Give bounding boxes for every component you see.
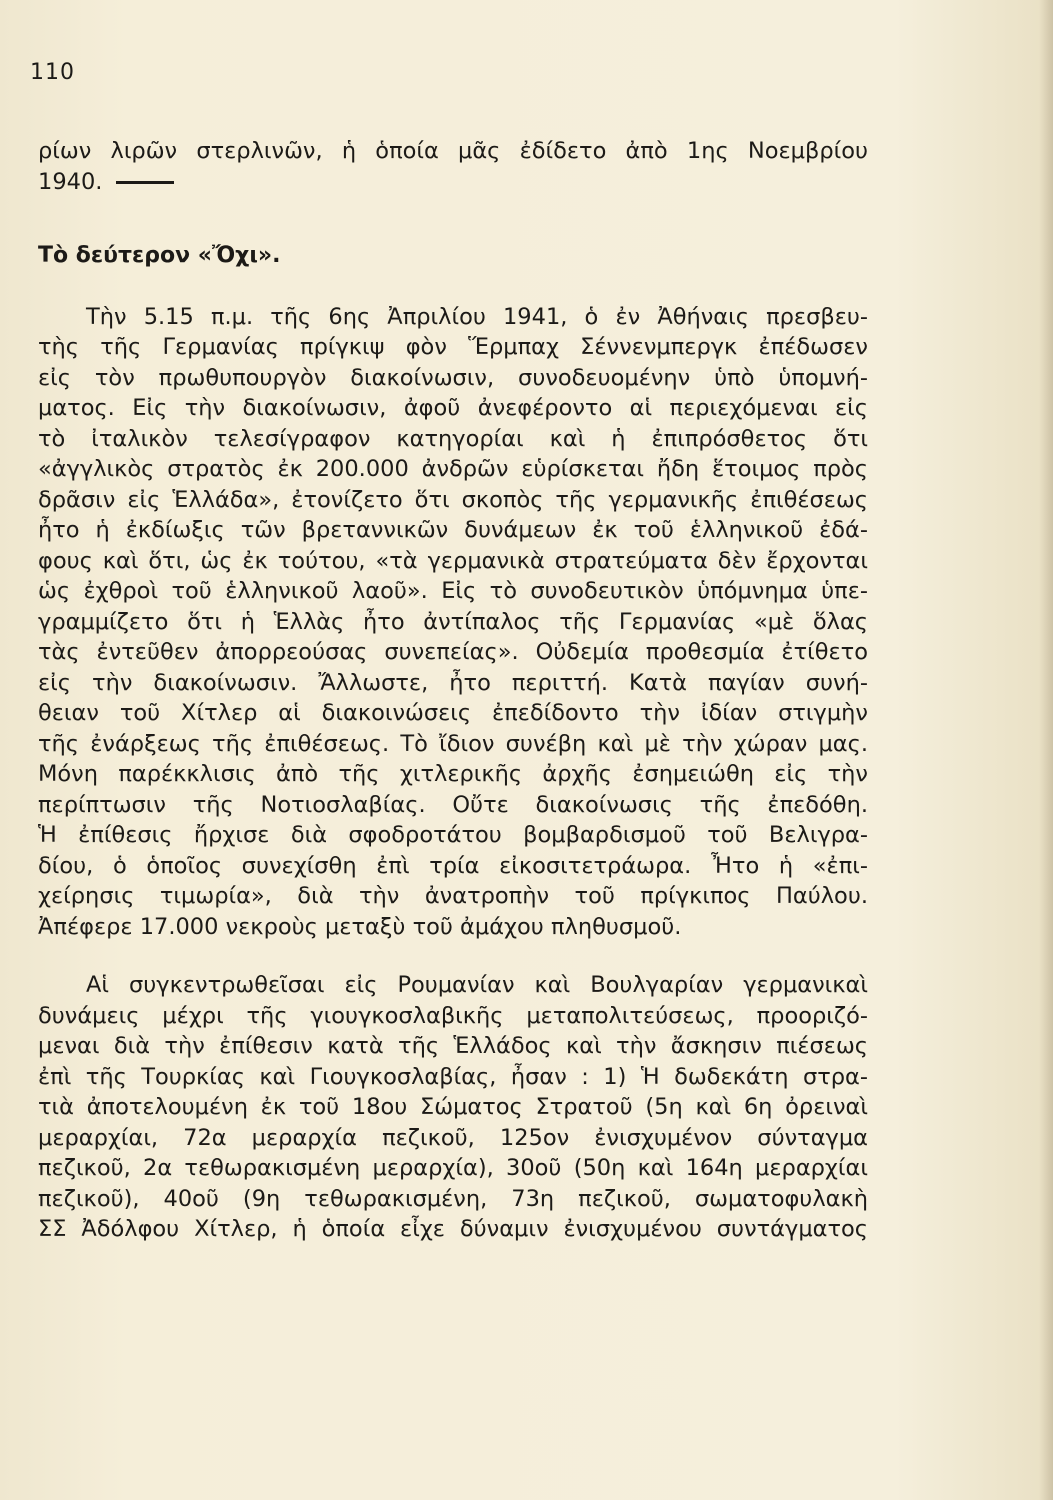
paragraph-2 (38, 970, 868, 1245)
text-line: τιὰ ἀποτελουμένη ἐκ τοῦ 18ου Σώματος Στρατοῦ (5η καὶ 6η ὀρειναὶ (38, 1094, 868, 1120)
text-line: ὡς ἐχθροὶ τοῦ ἑλληνικοῦ λαοῦ». Εἰς τὸ συνοδευτικὸν ὑπόμνημα ὑπε- (38, 578, 868, 604)
intro-paragraph (38, 136, 868, 197)
text-line: τὴς τῆς Γερμανίας πρίγκιψ φὸν Ἕρμπαχ Σέννενμπεργκ ἐπέδωσεν (38, 334, 868, 360)
text-line: μεραρχίαι, 72α μεραρχία πεζικοῦ, 125ον ἐνισχυμένον σύνταγμα (38, 1124, 868, 1151)
text-line: ΣΣ Ἀδόλφου Χίτλερ, ἡ ὁποία εἶχε δύναμιν ἐνισχυμένου συντάγματος (38, 1216, 868, 1242)
section-heading: Τὸ δεύτερον «Ὄχι». (38, 243, 281, 268)
text-line: ἦτο ἡ ἐκδίωξις τῶν βρεταννικῶν δυνάμεων ἐκ τοῦ ἑλληνικοῦ ἐδά- (38, 517, 868, 543)
handwritten-dash-mark (116, 181, 174, 184)
page-content (38, 136, 868, 1245)
text-line: δυνάμεις μέχρι τῆς γιουγκοσλαβικῆς μεταπολιτεύσεως, προοριζό- (38, 1002, 868, 1029)
paragraph-1 (38, 302, 868, 943)
text-line: πεζικοῦ, 2α τεθωρακισμένη μεραρχία), 30οῦ (50η καὶ 164η μεραρχίαι (38, 1155, 868, 1181)
text-line: χείρησις τιμωρία», διὰ τὴν ἀνατροπὴν τοῦ πρίγκιπος Παύλου. (38, 883, 868, 909)
text-line: δίου, ὁ ὁποῖος συνεχίσθη ἐπὶ τρία εἰκοσιτετράωρα. Ἦτο ἡ «ἐπι- (38, 852, 868, 879)
text-line: τῆς ἐνάρξεως τῆς ἐπιθέσεως. Τὸ ἴδιον συνέβη καὶ μὲ τὴν χώραν μας. (38, 730, 868, 757)
text-line: τὸ ἰταλικὸν τελεσίγραφον κατηγορίαι καὶ ἡ ἐπιπρόσθετος ὅτι (38, 425, 868, 452)
text-line: περίπτωσιν τῆς Νοτιοσλαβίας. Οὔτε διακοίνωσις τῆς ἐπεδόθη. (38, 791, 868, 818)
text-line (38, 167, 868, 198)
text-line-year: 1940. (38, 168, 103, 195)
text-line: Τὴν 5.15 π.μ. τῆς 6ης Ἀπριλίου 1941, ὁ ἐν Ἀθήναις πρεσβευ- (86, 303, 868, 330)
paragraph-gap (38, 942, 868, 970)
text-line: θειαν τοῦ Χίτλερ αἱ διακοινώσεις ἐπεδίδοντο τὴν ἰδίαν στιγμὴν (38, 700, 868, 726)
text-line: εἰς τὴν διακοίνωσιν. Ἄλλωστε, ἦτο περιττή. Κατὰ παγίαν συνή- (38, 669, 868, 696)
text-line: ἐπὶ τῆς Τουρκίας καὶ Γιουγκοσλαβίας, ἦσαν : 1) Ἡ δωδεκάτη στρα- (38, 1063, 868, 1090)
text-line: τὰς ἐντεῦθεν ἀπορρεούσας συνεπείας». Οὐδεμία προθεσμία ἐτίθετο (38, 639, 868, 665)
text-line: μεναι διὰ τὴν ἐπίθεσιν κατὰ τῆς Ἑλλάδος καὶ τὴν ἄσκησιν πιέσεως (38, 1033, 868, 1059)
text-line: «ἀγγλικὸς στρατὸς ἐκ 200.000 ἀνδρῶν εὑρίσκεται ἤδη ἕτοιμος πρὸς (38, 456, 868, 482)
text-line: πεζικοῦ), 40οῦ (9η τεθωρακισμένη, 73η πεζικοῦ, σωματοφυλακὴ (38, 1185, 868, 1212)
text-line: ματος. Εἰς τὴν διακοίνωσιν, ἀφοῦ ἀνεφέροντο αἱ περιεχόμεναι εἰς (38, 395, 868, 421)
text-line: Μόνη παρέκκλισις ἀπὸ τῆς χιτλερικῆς ἀρχῆς ἐσημειώθη εἰς τὴν (38, 761, 868, 787)
text-line: Ἡ ἐπίθεσις ἤρχισε διὰ σφοδροτάτου βομβαρδισμοῦ τοῦ Βελιγρα- (38, 822, 868, 848)
text-line: Ἀπέφερε 17.000 νεκροὺς μεταξὺ τοῦ ἀμάχου πληθυσμοῦ. (38, 913, 682, 940)
text-line: γραμμίζετο ὅτι ἡ Ἑλλὰς ἦτο ἀντίπαλος τῆς Γερμανίας «μὲ ὅλας (38, 608, 868, 635)
text-line: ρίων λιρῶν στερλινῶν, ἡ ὁποία μᾶς ἐδίδετο ἀπὸ 1ης Νοεμβρίου (38, 138, 868, 164)
page-number: 110 (30, 60, 75, 85)
text-line: φους καὶ ὅτι, ὡς ἐκ τούτου, «τὰ γερμανικὰ στρατεύματα δὲν ἔρχονται (38, 547, 868, 574)
text-line: Αἱ συγκεντρωθεῖσαι εἰς Ρουμανίαν καὶ Βουλγαρίαν γερμανικαὶ (86, 972, 868, 998)
page-edge-shadow (1039, 0, 1053, 1500)
text-line: εἰς τὸν πρωθυπουργὸν διακοίνωσιν, συνοδευομένην ὑπὸ ὑπομνή- (38, 364, 868, 391)
text-line: δρᾶσιν εἰς Ἑλλάδα», ἐτονίζετο ὅτι σκοπὸς τῆς γερμανικῆς ἐπιθέσεως (38, 486, 868, 513)
